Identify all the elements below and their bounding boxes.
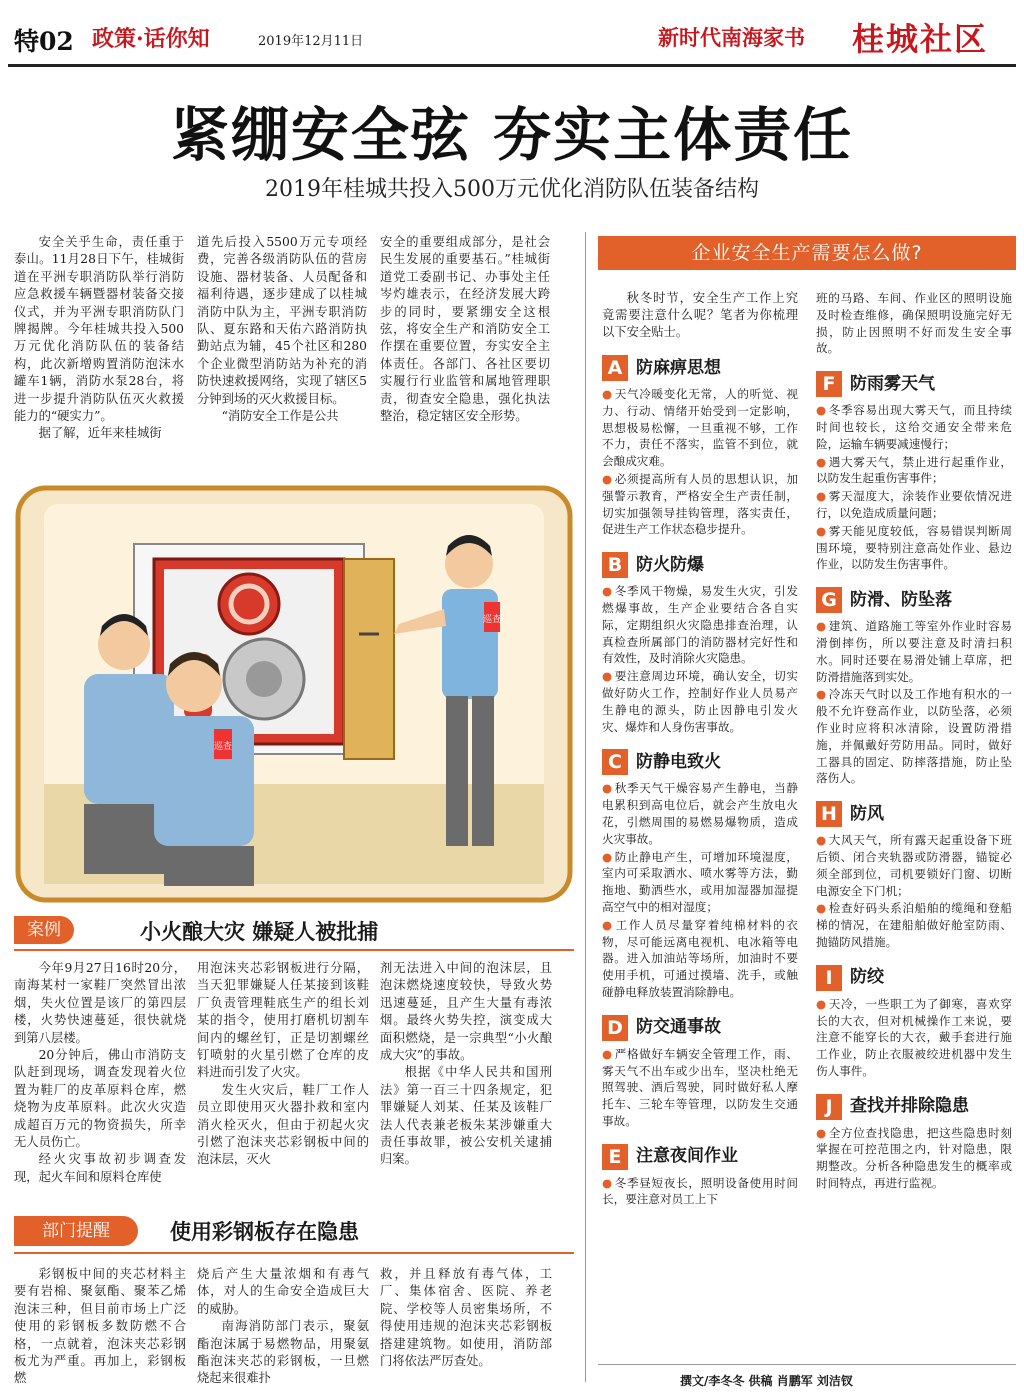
tip-heading bbox=[602, 749, 798, 775]
bullet-icon: ● bbox=[602, 917, 614, 932]
tip-paragraph bbox=[816, 402, 1012, 452]
brand-logo: 桂城社区 bbox=[852, 20, 989, 58]
tip-paragraph bbox=[816, 832, 1012, 899]
dept-column-3 bbox=[380, 1266, 552, 1370]
tip-title: 防交通事故 bbox=[636, 1017, 721, 1038]
lead-paragraph: “消防安全工作是公共 bbox=[221, 409, 339, 424]
bullet-icon: ● bbox=[816, 833, 827, 848]
tip-text: 全方位查找隐患，把这些隐患时刻掌握在可控范围之内，针对隐患，限期整改。分析各种隐患发生的概率或时间特点，再进行监视。 bbox=[816, 1125, 1012, 1191]
case-paragraph: 20分钟后，佛山市消防支队赶到现场，调查发现着火位置为鞋厂的皮革原料仓库，燃烧物为皮革原料。此次火灾造成超百万元的物资损失，所幸无人员伤亡。 bbox=[14, 1048, 186, 1150]
tip-text: 必须提高所有人员的思想认识，加强警示教育，严格安全生产责任制，切实加强领导挂钩管理，落实责任，促进生产工作状态稳步提升。 bbox=[602, 471, 798, 537]
tip-title: 防麻痹思想 bbox=[636, 357, 721, 378]
header-rule bbox=[8, 64, 1016, 67]
tip-text: 工作人员尽量穿着纯棉材料的衣物，尽可能远离电视机、电冰箱等电器。进入加油站等场所，加油时不要使用手机，可通过摸墙、洗手，或触碰静电释放装置消除静电。 bbox=[602, 917, 798, 999]
tip-title: 查找并排除隐患 bbox=[850, 1096, 969, 1117]
tip-letter-badge: E bbox=[602, 1144, 628, 1170]
tip-title: 注意夜间作业 bbox=[636, 1146, 738, 1167]
tip-letter-badge: G bbox=[816, 587, 842, 613]
tip-paragraph bbox=[602, 1046, 798, 1130]
tip-title: 防火防爆 bbox=[636, 554, 704, 575]
bullet-icon: ● bbox=[602, 781, 613, 796]
tip-text: 建筑、道路施工等室外作业时容易滑倒摔伤，所以要注意及时清扫积水。同时还要在易滑处铺上草席，把防滑措施落到实处。 bbox=[816, 619, 1012, 684]
lead-column-1 bbox=[14, 234, 184, 443]
tip-letter-badge: J bbox=[816, 1094, 842, 1120]
tip-item bbox=[816, 371, 1012, 573]
tip-paragraph bbox=[816, 996, 1012, 1080]
bullet-icon: ● bbox=[816, 1125, 827, 1140]
case-headline: 小火酿大灾 嫌疑人被批捕 bbox=[140, 920, 379, 944]
dept-paragraph: 救，并且释放有毒气体，工厂、集体宿舍、医院、养老院、学校等人员密集场所，不得使用违规的泡沫夹芯彩钢板搭建建筑物。如使用，消防部门将依法严厉查处。 bbox=[380, 1267, 552, 1369]
tip-item bbox=[602, 749, 798, 1000]
bullet-icon: ● bbox=[602, 584, 613, 599]
armband-text: 巡查 bbox=[482, 615, 502, 625]
dept-column-1 bbox=[14, 1266, 186, 1388]
tip-title: 防雨雾天气 bbox=[850, 373, 935, 394]
bullet-icon: ● bbox=[816, 403, 827, 418]
column-divider bbox=[585, 232, 586, 1382]
dept-tag: 部门提醒 bbox=[14, 1216, 138, 1246]
tip-paragraph bbox=[816, 523, 1012, 573]
lead-column-3 bbox=[380, 234, 550, 425]
tip-paragraph bbox=[602, 471, 798, 538]
tip-item bbox=[602, 355, 798, 538]
bullet-icon: ● bbox=[602, 849, 613, 864]
tip-item bbox=[816, 1094, 1012, 1192]
bullet-icon: ● bbox=[816, 523, 827, 538]
tip-text: 雾天湿度大，涂装作业要依情况进行，以免造成质量问题； bbox=[816, 489, 1012, 520]
tip-text: 冬季昼短夜长，照明设备使用时间长，要注意对员工上下 bbox=[602, 1175, 798, 1207]
bullet-icon: ● bbox=[602, 471, 613, 486]
dept-paragraph: 烧后产生大量浓烟和有毒气体，对人的生命安全造成巨大的威胁。 bbox=[197, 1267, 369, 1316]
case-column-1 bbox=[14, 960, 186, 1186]
tip-item bbox=[602, 1015, 798, 1130]
tip-text: 严格做好车辆安全管理工作，雨、雾天气不出车或少出车，坚决杜绝无照驾驶、酒后驾驶，同时做好私人摩托车、三轮车等管理，以防发生交通事故。 bbox=[602, 1046, 798, 1128]
tip-title: 防滑、防坠落 bbox=[850, 589, 952, 610]
section-name: 政策·话你知 bbox=[92, 26, 210, 52]
bullet-icon: ● bbox=[602, 1046, 613, 1061]
tips-continuation: 班的马路、车间、作业区的照明设施及时检查维修，确保照明设施完好无损，防止因照明不好而发生安全事故。 bbox=[816, 291, 1012, 356]
tip-paragraph bbox=[816, 454, 1012, 488]
case-paragraph: 用泡沫夹芯彩钢板进行分隔，当天犯罪嫌疑人任某接到该鞋厂负责管理鞋底生产的组长刘某的指令，使用打磨机切割车间内的螺丝钉，正是切割螺丝钉喷射的火星引燃了仓库的皮料进而引发了火灾。 bbox=[197, 961, 369, 1080]
tip-text: 天冷，一些职工为了御寒，喜欢穿长的大衣，但对机械操作工来说，要注意不能穿长的大衣，戴手套进行施工作业，防止衣服被绞进机器中发生伤人事件。 bbox=[816, 996, 1012, 1078]
lead-column-2 bbox=[197, 234, 367, 425]
bullet-icon: ● bbox=[602, 669, 613, 684]
tip-heading bbox=[602, 1144, 798, 1170]
bullet-icon: ● bbox=[602, 387, 613, 401]
tip-heading bbox=[602, 355, 798, 381]
case-column-3 bbox=[380, 960, 552, 1169]
tip-paragraph bbox=[602, 1175, 798, 1209]
tip-letter-badge: C bbox=[602, 749, 628, 775]
tip-title: 防静电致火 bbox=[636, 751, 721, 772]
tip-item bbox=[816, 801, 1012, 951]
tips-column-1 bbox=[602, 290, 798, 1209]
tip-paragraph bbox=[816, 488, 1012, 522]
fire-inspection-illustration bbox=[14, 484, 574, 904]
bullet-icon: ● bbox=[602, 1175, 613, 1190]
tips-column-2 bbox=[816, 290, 1012, 1193]
tip-paragraph bbox=[816, 900, 1012, 950]
tip-text: 雾天能见度较低，容易错误判断周围环境，要特别注意高处作业、悬边作业，以防发生伤害事件。 bbox=[816, 523, 1012, 572]
tip-text: 冬季容易出现大雾天气，而且持续时间也较长，这给交通安全带来危险，运输车辆要减速慢行； bbox=[816, 403, 1012, 451]
sidebar-headline: 企业安全生产需要怎么做? bbox=[598, 236, 1016, 270]
subheadline: 2019年桂城共投入500万元优化消防队伍装备结构 bbox=[265, 177, 759, 202]
tip-text: 要注意周边环境，确认安全，切实做好防火工作，控制好作业人员易产生静电的源头，防止因静电引发火灾、爆炸和人身伤害事故。 bbox=[602, 669, 798, 734]
lead-paragraph: 安全的重要组成部分，是社会民生发展的重要基石。”桂城街道党工委副书记、办事处主任岑灼雄表示，在经济发展大跨步的同时，要紧绷安全这根弦，将安全生产和消防安全工作摆在重要位置，夯实安全主体责任。各部门、各社区要切实履行行业监管和属地管理职责，彻查安全隐患，强化执法整治，稳定辖区安全形势。 bbox=[380, 235, 550, 424]
footer-rule bbox=[598, 1364, 1016, 1365]
bullet-icon: ● bbox=[816, 619, 827, 634]
tip-paragraph bbox=[602, 583, 798, 667]
tip-heading bbox=[602, 552, 798, 578]
case-column-2 bbox=[197, 960, 369, 1169]
tip-text: 大风天气，所有露天起重设备下班后锁、闭合夹轨器或防滑器，锚锭必须全部到位，司机要锁好门窗、切断电源安全下门机； bbox=[816, 833, 1012, 898]
case-paragraph: 经火灾事故初步调查发现，起火车间和原料仓库使 bbox=[14, 1152, 186, 1184]
tip-heading bbox=[816, 965, 1012, 991]
case-tag: 案例 bbox=[14, 916, 74, 944]
tip-letter-badge: A bbox=[602, 355, 628, 381]
lead-paragraph: 安全关乎生命，责任重于泰山。11月28日下午，桂城街道在平洲专职消防队举行消防应急救援车辆暨器材装备交接仪式，并为平洲专职消防队门牌揭牌。今年桂城共投入500万元优化消防队伍的装备结构，此次新增购置消防泡沫水罐车1辆，消防水泵28台，将进一步提升消防队伍灭火救援能力的“硬实力”。 bbox=[14, 235, 184, 424]
dept-paragraph: 南海消防部门表示，聚氨酯泡沫属于易燃物品，用聚氨酯泡沫夹芯的彩钢板，一旦燃烧起来很难扑 bbox=[197, 1319, 369, 1386]
tip-heading bbox=[816, 371, 1012, 397]
tip-text: 遇大雾天气，禁止进行起重作业，以防发生起重伤害事件； bbox=[816, 454, 1012, 486]
tip-paragraph bbox=[816, 686, 1012, 787]
divider bbox=[14, 949, 574, 951]
case-paragraph: 剂无法进入中间的泡沫层，且泡沫燃烧速度较快，导致火势迅速蔓延，且产生大量有毒浓烟。最终火势失控，演变成大面积燃烧，是一宗典型“小火酿成大灾”的事故。 bbox=[380, 961, 552, 1063]
case-paragraph: 今年9月27日16时20分，南海某村一家鞋厂突然冒出浓烟，失火位置是该厂的第四层楼，火势快速蔓延，很快就烧到第八层楼。 bbox=[14, 961, 186, 1045]
case-paragraph: 根据《中华人民共和国刑法》第一百三十四条规定，犯罪嫌疑人刘某、任某及该鞋厂法人代表兼老板朱某涉嫌重大责任事故罪，被公安机关逮捕归案。 bbox=[380, 1065, 552, 1167]
tip-item bbox=[602, 552, 798, 735]
tip-text: 天气冷暖变化无常，人的听觉、视力、行动、情绪开始受到一定影响，思想极易松懈，一旦重视不够，工作不力，责任不落实，监管不到位，就会酿成灾难。 bbox=[602, 387, 798, 469]
tip-letter-badge: I bbox=[816, 965, 842, 991]
tips-intro: 秋冬时节，安全生产工作上究竟需要注意什么呢？笔者为你梳理以下安全贴士。 bbox=[602, 291, 798, 339]
bullet-icon: ● bbox=[816, 901, 827, 916]
tip-text: 秋季天气干燥容易产生静电，当静电累积到高电位后，就会产生放电火花，引燃周围的易燃易爆物质，造成火灾事故。 bbox=[602, 781, 798, 846]
tip-letter-badge: H bbox=[816, 801, 842, 827]
tip-item bbox=[816, 965, 1012, 1080]
tip-text: 检查好码头系泊船舶的缆绳和登船梯的情况，在建船舶做好舱室防雨、抛锚防风措施。 bbox=[816, 901, 1012, 949]
bullet-icon: ● bbox=[816, 687, 827, 702]
lead-paragraph: 据了解，近年来桂城街 bbox=[38, 426, 162, 441]
tip-text: 防止静电产生，可增加环境湿度，室内可采取洒水、喷水雾等方法，勤拖地、勤洒些水，或用加湿器加湿提高空气中的相对湿度； bbox=[602, 849, 798, 914]
tip-paragraph bbox=[602, 917, 798, 1001]
dept-headline: 使用彩钢板存在隐患 bbox=[170, 1220, 359, 1244]
dept-paragraph: 彩钢板中间的夹芯材料主要有岩棉、聚氨酯、聚苯乙烯泡沫三种，但目前市场上广泛使用的彩钢板多数防燃不合格，一点就着，泡沫夹芯彩钢板尤为严重。再加上，彩钢板燃 bbox=[14, 1267, 186, 1386]
bullet-icon: ● bbox=[816, 489, 827, 504]
byline: 撰文/李冬冬 供稿 肖鹏军 刘洁钗 bbox=[680, 1374, 853, 1388]
tip-paragraph bbox=[602, 780, 798, 847]
tip-title: 防绞 bbox=[850, 967, 884, 988]
tip-heading bbox=[602, 1015, 798, 1041]
tip-item bbox=[602, 1144, 798, 1209]
case-paragraph: 发生火灾后，鞋厂工作人员立即使用灭火器扑救和室内消火栓灭火，但由于初起火灾引燃了泡沫夹芯彩钢板中间的泡沫层，灭火 bbox=[197, 1082, 369, 1167]
brand-name: 新时代南海家书 bbox=[658, 25, 805, 50]
tip-title: 防风 bbox=[850, 803, 884, 824]
tip-letter-badge: F bbox=[816, 371, 842, 397]
dept-column-2 bbox=[197, 1266, 369, 1388]
divider bbox=[14, 1252, 574, 1254]
tip-paragraph bbox=[602, 386, 798, 470]
tip-paragraph bbox=[602, 849, 798, 916]
tip-paragraph bbox=[602, 668, 798, 735]
tip-letter-badge: B bbox=[602, 552, 628, 578]
tip-heading bbox=[816, 587, 1012, 613]
tip-paragraph bbox=[816, 618, 1012, 685]
tip-item bbox=[816, 587, 1012, 787]
page-number: 特02 bbox=[14, 27, 74, 56]
issue-date: 2019年12月11日 bbox=[258, 34, 364, 49]
tip-text: 冷冻天气时以及工作地有积水的一般不允许登高作业，以防坠落，必须作业时应将积冰清除，设置防滑措施，并佩戴好劳防用品。同时，做好工器具的固定、防摔落措施，防止坠落伤人。 bbox=[816, 687, 1012, 786]
bullet-icon: ● bbox=[816, 996, 827, 1011]
tip-heading bbox=[816, 1094, 1012, 1120]
tip-heading bbox=[816, 801, 1012, 827]
tip-text: 冬季风干物燥，易发生火灾，引发燃爆事故，生产企业要结合各自实际，定期组织火灾隐患排查治理，认真检查所属部门的消防器材完好性和有效性，及时消除火灾隐患。 bbox=[602, 584, 798, 666]
tip-letter-badge: D bbox=[602, 1015, 628, 1041]
armband-text: 巡查 bbox=[213, 742, 233, 752]
headline: 紧绷安全弦 夯实主体责任 bbox=[170, 101, 854, 169]
bullet-icon: ● bbox=[816, 454, 827, 469]
tip-paragraph bbox=[816, 1125, 1012, 1192]
lead-paragraph: 道先后投入5500万元专项经费，完善各级消防队伍的营房设施、器材装备、人员配备和福利待遇，逐步建成了以桂城消防中队为主，平洲专职消防队、夏东路和天佑六路消防执勤站点为辅，45个社区和280个企业微型消防站为补充的消防快速救援网络，实现了辖区5分钟到场的灭火救援目标。 bbox=[197, 235, 367, 406]
